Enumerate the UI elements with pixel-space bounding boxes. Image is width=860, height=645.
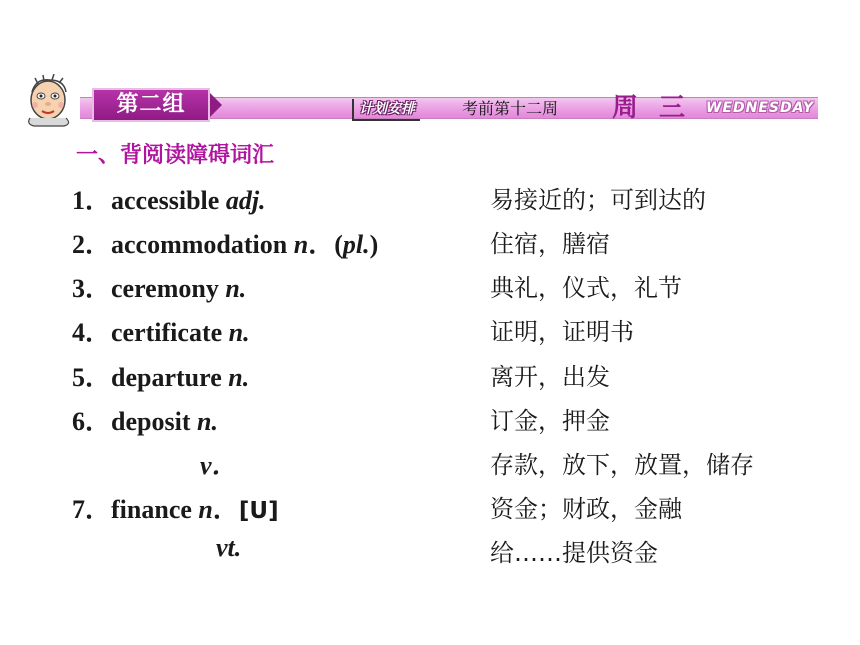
vocab-meaning: 订金，押金 bbox=[490, 407, 610, 435]
vocab-meaning: 证明，证明书 bbox=[490, 318, 634, 346]
entry-number: 3． bbox=[72, 274, 112, 303]
part-of-speech: n bbox=[293, 230, 309, 259]
vocab-row bbox=[0, 268, 860, 308]
entry-number: 6． bbox=[72, 407, 112, 436]
vocab-row bbox=[0, 489, 860, 529]
entry-word: accessible bbox=[111, 186, 226, 215]
vocab-term bbox=[72, 401, 218, 438]
vocab-term bbox=[72, 312, 250, 349]
part-of-speech: adj. bbox=[225, 186, 266, 215]
entry-word: certificate bbox=[111, 318, 229, 347]
entry-punct: ) bbox=[369, 230, 379, 259]
section-title: 一、背阅读障碍词汇 bbox=[76, 143, 275, 168]
vocab-row bbox=[0, 180, 860, 220]
entry-number: 7． bbox=[72, 495, 112, 524]
entry-number: 1． bbox=[72, 186, 112, 215]
vocab-meaning: 资金；财政，金融 bbox=[490, 495, 682, 523]
day-english-label: WEDNESDAY bbox=[706, 100, 814, 116]
entry-number: 5． bbox=[72, 363, 112, 392]
part-of-speech: n bbox=[198, 495, 213, 524]
vocab-term bbox=[72, 489, 279, 526]
part-of-speech: n. bbox=[196, 407, 218, 436]
vocab-meaning: 存款，放下，放置，储存 bbox=[490, 451, 754, 479]
vocab-term bbox=[200, 445, 238, 482]
vocab-term bbox=[216, 533, 241, 563]
day-label: 周 三 bbox=[612, 93, 692, 123]
vocab-row bbox=[0, 401, 860, 441]
vocab-meaning: 典礼，仪式，礼节 bbox=[490, 274, 682, 302]
vocab-meaning: 给……提供资金 bbox=[490, 539, 658, 567]
part-of-speech: vt. bbox=[216, 533, 242, 562]
header-bar bbox=[80, 93, 818, 123]
plan-label: 计划安排 bbox=[352, 99, 420, 121]
entry-word: accommodation bbox=[111, 230, 294, 259]
mascot-icon bbox=[22, 74, 78, 130]
vocab-row bbox=[0, 357, 860, 397]
part-of-speech: n. bbox=[225, 274, 247, 303]
part-of-speech: n. bbox=[228, 363, 250, 392]
plural-mark: pl. bbox=[342, 230, 370, 259]
part-of-speech: v． bbox=[200, 451, 238, 480]
entry-word: deposit bbox=[111, 407, 197, 436]
vocab-meaning: 住宿，膳宿 bbox=[490, 230, 610, 258]
entry-punct: ． bbox=[212, 495, 239, 524]
vocab-term bbox=[72, 357, 249, 394]
vocab-row bbox=[0, 312, 860, 352]
entry-word: ceremony bbox=[111, 274, 226, 303]
vocab-term bbox=[72, 268, 246, 305]
vocab-row bbox=[0, 224, 860, 264]
entry-number: 4． bbox=[72, 318, 112, 347]
vocab-term bbox=[72, 180, 266, 217]
vocab-row bbox=[0, 533, 860, 573]
group-badge: 第二组 bbox=[92, 88, 210, 122]
part-of-speech: n. bbox=[228, 318, 250, 347]
vocab-meaning: 易接近的；可到达的 bbox=[490, 186, 706, 214]
entry-word: finance bbox=[111, 495, 199, 524]
vocab-term bbox=[72, 224, 378, 261]
countability-tag: [U] bbox=[238, 498, 279, 524]
vocab-row bbox=[0, 445, 860, 485]
entry-word: departure bbox=[111, 363, 229, 392]
vocab-meaning: 离开，出发 bbox=[490, 363, 610, 391]
entry-number: 2． bbox=[72, 230, 112, 259]
week-label: 考前第十二周 bbox=[462, 99, 559, 118]
entry-punct: ．( bbox=[308, 230, 343, 259]
